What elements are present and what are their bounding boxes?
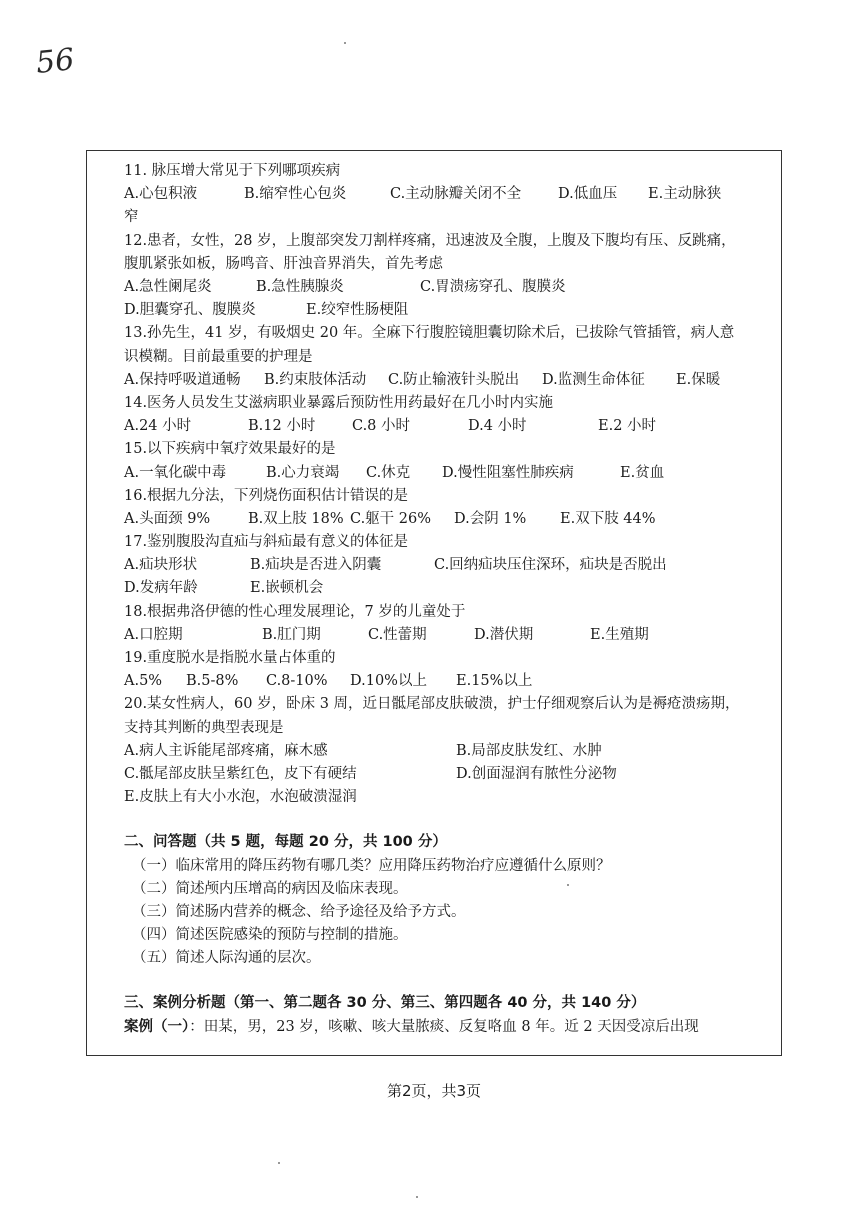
option-row <box>124 183 742 206</box>
option: A.保持呼吸道通畅 <box>124 371 241 388</box>
essay-question: （三）简述肠内营养的概念、给予途径及给予方式。 <box>132 903 466 920</box>
option-row <box>124 299 742 322</box>
option: C.回纳疝块压住深环，疝块是否脱出 <box>434 557 667 574</box>
scan-speck <box>567 884 569 886</box>
option: E.嵌顿机会 <box>250 580 324 597</box>
option: A.病人主诉能尾部疼痛，麻木感 <box>124 742 328 759</box>
question-stem: 11. 脉压增大常见于下列哪项疾病 <box>124 163 341 179</box>
option: D.创面湿润有脓性分泌物 <box>456 765 617 782</box>
essay-question: （一）临床常用的降压药物有哪几类？应用降压药物治疗应遵循什么原则？ <box>132 857 611 874</box>
option: D.10%以上 <box>350 673 427 690</box>
option-row <box>124 763 742 786</box>
question-stem: 18.根据弗洛伊德的性心理发展理论，7 岁的儿童处于 <box>124 603 466 620</box>
option: E.绞窄性肠梗阻 <box>306 302 409 319</box>
option: E.15%以上 <box>456 673 533 690</box>
scan-speck <box>416 1196 418 1198</box>
question-stem: 16.根据九分法，下列烧伤面积估计错误的是 <box>124 487 409 504</box>
option-row <box>124 462 742 485</box>
option-row <box>124 415 742 438</box>
option: D.低血压 <box>558 186 618 203</box>
section-title: 二、问答题（共 5 题，每题 20 分，共 100 分） <box>124 834 447 851</box>
option-row <box>124 369 742 392</box>
essay-question: （五）简述人际沟通的层次。 <box>132 950 321 967</box>
option: B.疝块是否进入阴囊 <box>250 557 382 574</box>
option: C.骶尾部皮肤呈紫红色，皮下有硬结 <box>124 765 357 782</box>
option: A.口腔期 <box>124 626 183 643</box>
option: B.约束肢体活动 <box>264 371 367 388</box>
option-row <box>124 276 742 299</box>
option: D.会阴 1% <box>454 510 527 527</box>
scan-speck <box>278 1162 280 1164</box>
option: D.慢性阻塞性肺疾病 <box>442 464 574 481</box>
question-stem: 14.医务人员发生艾滋病职业暴露后预防性用药最好在几小时内实施 <box>124 394 554 411</box>
option: E.皮肤上有大小水泡，水泡破溃湿润 <box>124 789 357 806</box>
option: C.8 小时 <box>352 418 411 435</box>
option: A.疝块形状 <box>124 557 198 574</box>
option: A.5% <box>124 673 163 690</box>
option: E.保暖 <box>676 371 721 388</box>
option: E.生殖期 <box>590 626 649 643</box>
question-stem: 15.以下疾病中氧疗效果最好的是 <box>124 441 336 458</box>
option: C.8-10% <box>266 673 328 690</box>
option: C.性蕾期 <box>368 626 427 643</box>
page-footer: 第2页，共3页 <box>386 1082 482 1100</box>
option: C.防止输液针头脱出 <box>388 371 520 388</box>
option: B.心力衰竭 <box>266 464 340 481</box>
question-stem: 13.孙先生，41 岁，有吸烟史 20 年。全麻下行腹腔镜胆囊切除术后，已拔除气管插管，病人意识模糊。目前最重要的护理是 <box>124 325 735 365</box>
option: C.主动脉瓣关闭不全 <box>390 186 522 203</box>
option: A.心包积液 <box>124 186 198 203</box>
option-row <box>124 624 742 647</box>
question-stem: 19.重度脱水是指脱水量占体重的 <box>124 650 336 666</box>
question-stem: 12.患者，女性，28 岁，上腹部突发刀割样疼痛，迅速波及全腹，上腹及下腹均有压、反跳痛，腹肌紧张如板，肠鸣音、肝浊音界消失，首先考虑 <box>124 232 736 272</box>
case-label: 案例（一） <box>124 1018 190 1035</box>
option-row <box>124 554 742 577</box>
section-title: 三、案例分析题（第一、第二题各 30 分、第三、第四题各 40 分，共 140 分） <box>124 995 646 1012</box>
option: D.发病年龄 <box>124 580 198 597</box>
option: B.双上肢 18% <box>248 510 344 527</box>
option: B.12 小时 <box>248 418 316 435</box>
option: B.肛门期 <box>262 626 321 643</box>
exam-content <box>124 160 742 1039</box>
option: B.局部皮肤发红、水肿 <box>456 742 602 759</box>
option: B.缩窄性心包炎 <box>244 186 347 203</box>
question-stem: 17.鉴别腹股沟直疝与斜疝最有意义的体征是 <box>124 534 409 551</box>
case-text: ：田某，男，23 岁，咳嗽、咳大量脓痰、反复咯血 8 年。近 2 天因受凉后出现 <box>189 1018 699 1035</box>
option: C.胃溃疡穿孔、腹膜炎 <box>420 278 566 295</box>
option: D.潜伏期 <box>474 626 534 643</box>
option: E.贫血 <box>620 464 665 481</box>
option: A.急性阑尾炎 <box>124 278 212 295</box>
option-row <box>124 508 742 531</box>
option-row <box>124 786 742 809</box>
question-stem: 20.某女性病人，60 岁，卧床 3 周，近日骶尾部皮肤破溃，护士仔细观察后认为是褥疮溃疡期，支持其判断的典型表现是 <box>124 696 740 736</box>
option-row <box>124 740 742 763</box>
option: A.一氧化碳中毒 <box>124 464 227 481</box>
option-row <box>124 670 742 693</box>
option: C.躯干 26% <box>350 510 432 527</box>
option: B.急性胰腺炎 <box>256 278 344 295</box>
option-row <box>124 577 742 600</box>
option: E.主动脉狭 <box>648 186 722 203</box>
essay-question: （四）简述医院感染的预防与控制的措施。 <box>132 927 408 944</box>
scan-speck <box>344 42 346 44</box>
option: E.2 小时 <box>598 418 657 435</box>
option: A.头面颈 9% <box>124 510 211 527</box>
case-intro <box>124 1016 742 1039</box>
option: D.胆囊穿孔、腹膜炎 <box>124 302 256 319</box>
handwritten-page-number: 56 <box>34 42 76 81</box>
option: B.5-8% <box>186 673 239 690</box>
option-wrap: 窄 <box>124 209 139 226</box>
option: D.4 小时 <box>468 418 527 435</box>
option: C.休克 <box>366 464 411 481</box>
option: E.双下肢 44% <box>560 510 656 527</box>
essay-question: （二）简述颅内压增高的病因及临床表现。 <box>132 880 408 897</box>
option: A.24 小时 <box>124 418 192 435</box>
option: D.监测生命体征 <box>542 371 645 388</box>
